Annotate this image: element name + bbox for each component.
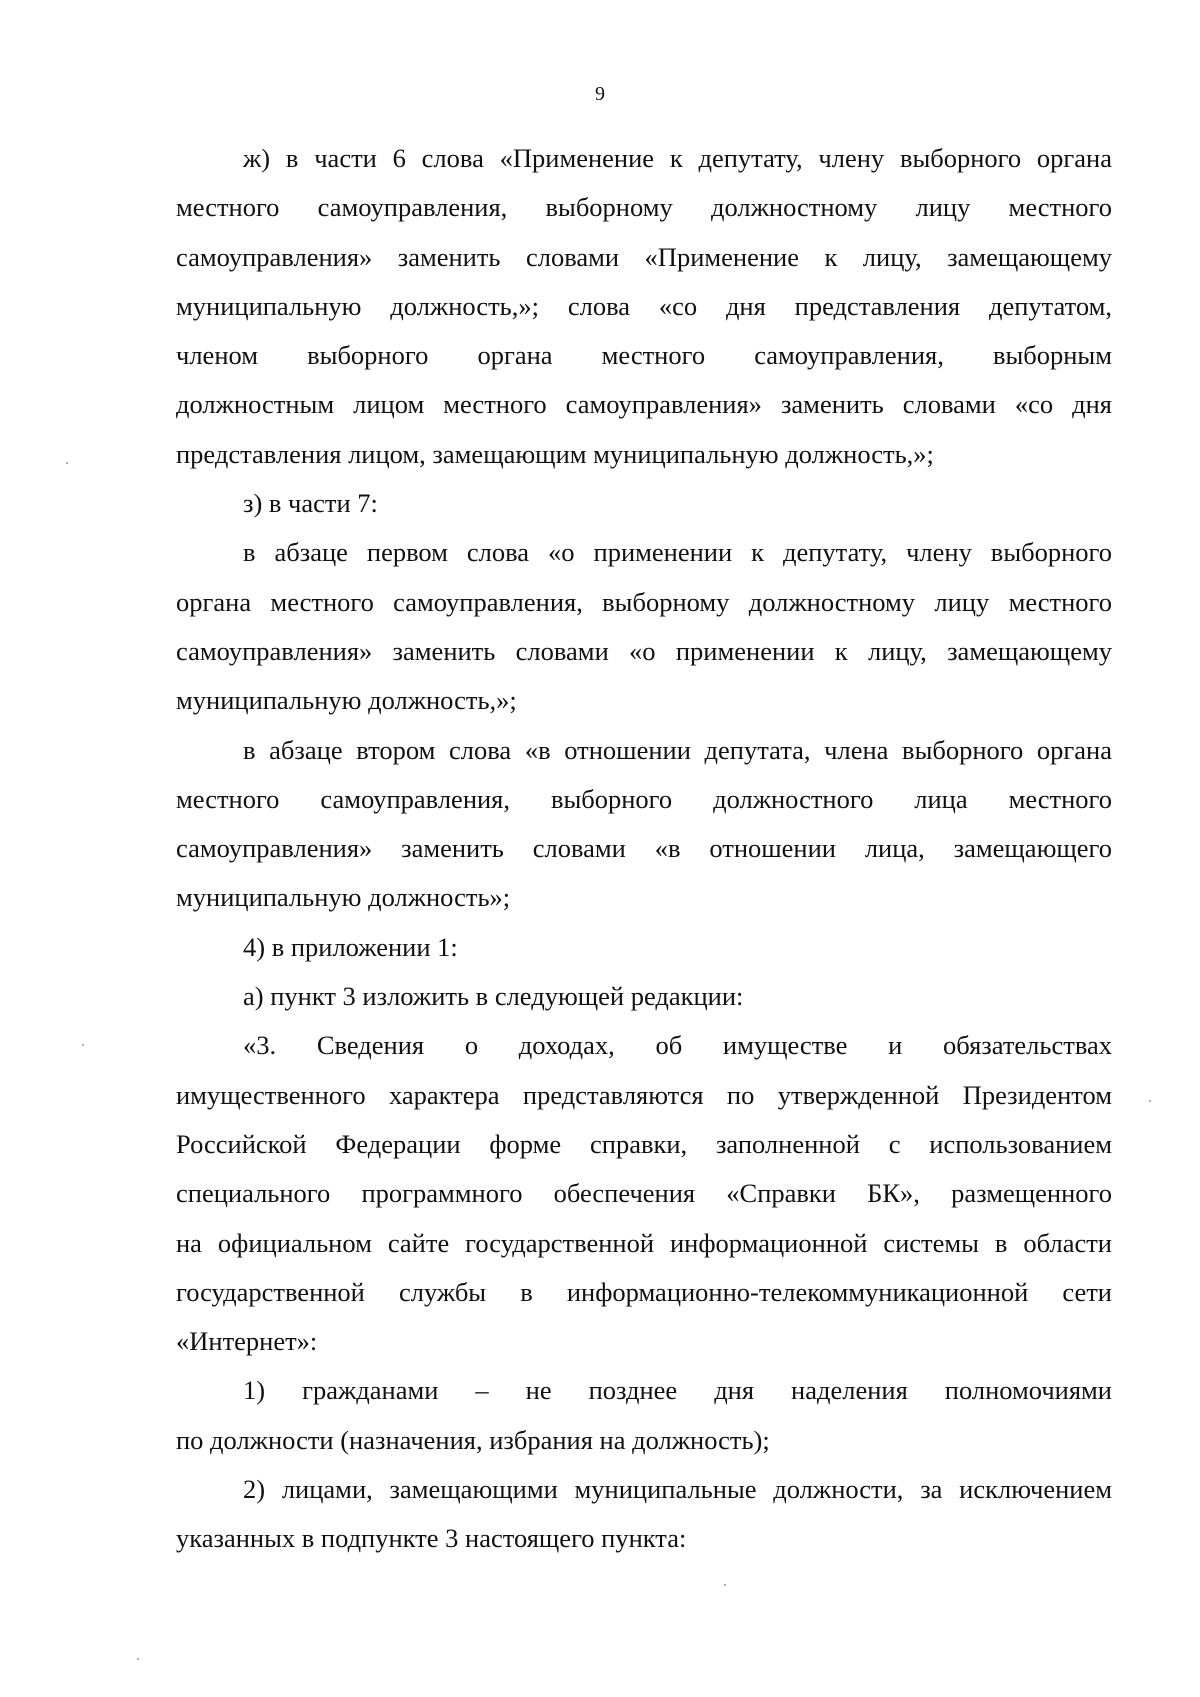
scan-speck: [137, 1658, 139, 1660]
scan-speck: [1149, 1100, 1151, 1102]
text-line: членом выборного органа местного самоуправления, выборным: [176, 340, 1112, 371]
text-line: указанных в подпункте 3 настоящего пункта:: [176, 1523, 687, 1554]
paragraph: [176, 1469, 1112, 1568]
text-line: ж) в части 6 слова «Применение к депутату, члену выборного органа: [243, 143, 1112, 173]
text-line: на официальном сайте государственной информационной системы в области: [176, 1227, 1112, 1258]
paragraph: [176, 730, 1112, 927]
page-number: 9: [595, 83, 605, 105]
text-line: муниципальную должность,»; слова «со дня представления депутатом,: [176, 290, 1112, 321]
text-line: 1) гражданами – не позднее дня наделения полномочиями: [243, 1375, 1112, 1406]
text-line: специального программного обеспечения «Справки БК», размещенного: [176, 1178, 1112, 1209]
paragraph: [176, 976, 1112, 1025]
text-line: в абзаце втором слова «в отношении депутата, члена выборного органа: [243, 734, 1112, 765]
text-line: в абзаце первом слова «о применении к депутату, члену выборного: [243, 537, 1112, 568]
text-line: 4) в приложении 1:: [243, 931, 458, 962]
text-line: 2) лицами, замещающими муниципальные должности, за исключением: [243, 1474, 1112, 1505]
text-line: самоуправления» заменить словами «Применение к лицу, замещающему: [176, 241, 1112, 272]
paragraph: [176, 1370, 1112, 1469]
scan-speck: [724, 1584, 726, 1586]
document-body: [176, 138, 1112, 1568]
text-line: а) пункт 3 изложить в следующей редакции:: [243, 981, 744, 1012]
text-line: «Интернет»:: [176, 1326, 318, 1357]
text-line: имущественного характера представляются по утвержденной Президентом: [176, 1079, 1112, 1110]
text-line: муниципальную должность»;: [176, 882, 511, 913]
paragraph: [176, 927, 1112, 976]
text-line: з) в части 7:: [243, 488, 378, 519]
text-line: муниципальную должность,»;: [176, 685, 517, 716]
scan-speck: [66, 462, 68, 464]
text-line: по должности (назначения, избрания на должность);: [176, 1424, 770, 1455]
scan-speck: [82, 1044, 84, 1046]
text-line: «3. Сведения о доходах, об имуществе и обязательствах: [243, 1030, 1112, 1061]
paragraph: [176, 532, 1112, 729]
text-line: местного самоуправления, выборному должностному лицу местного: [176, 192, 1112, 223]
text-line: местного самоуправления, выборного должностного лица местного: [176, 783, 1112, 814]
text-line: самоуправления» заменить словами «о применении к лицу, замещающему: [176, 635, 1112, 666]
text-line: должностным лицом местного самоуправления» заменить словами «со дня: [176, 389, 1112, 420]
text-line: государственной службы в информационно-телекоммуникационной сети: [176, 1276, 1112, 1307]
paragraph: [176, 483, 1112, 532]
text-line: представления лицом, замещающим муниципальную должность,»;: [176, 438, 934, 469]
text-line: органа местного самоуправления, выборному должностному лицу местного: [176, 586, 1112, 617]
text-line: Российской Федерации форме справки, заполненной с использованием: [176, 1128, 1112, 1159]
text-line: самоуправления» заменить словами «в отношении лица, замещающего: [176, 833, 1112, 864]
paragraph: [176, 1025, 1112, 1370]
paragraph: [176, 138, 1112, 483]
